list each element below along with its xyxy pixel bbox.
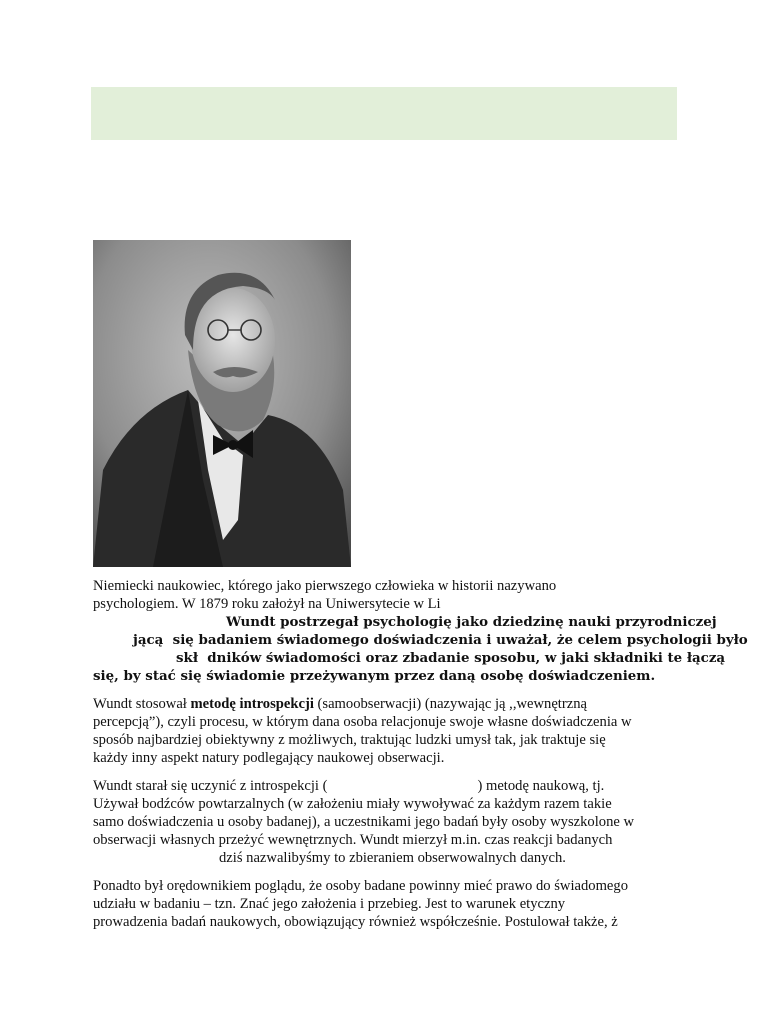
bold-term: metodę introspekcji bbox=[190, 696, 314, 712]
text-line: prowadzenia badań naukowych, obowiązujący również współcześnie. Postulował także, ż bbox=[93, 914, 618, 930]
text-line: Używał bodźców powtarzalnych (w założeniu miały wywoływać za każdym razem takie bbox=[93, 796, 612, 812]
text-line: udziału w badaniu – tzn. Znać jego założenia i przebieg. Jest to warunek etyczny bbox=[93, 896, 566, 912]
paragraph bbox=[93, 695, 683, 767]
paragraph bbox=[93, 877, 683, 931]
text-line: skł dników świadomości oraz zbadanie sposobu, w jaki składniki te łączą bbox=[176, 650, 726, 666]
text-line: Wundt postrzegał psychologię jako dziedzinę nauki przyrodniczej bbox=[226, 614, 717, 630]
text-line: obserwacji własnych przeżyć wewnętrznych. Wundt mierzył m.in. czas reakcji badanych bbox=[93, 832, 613, 848]
paragraph bbox=[93, 777, 683, 867]
text-line: Niemiecki naukowiec, którego jako pierwszego człowieka w historii nazywano bbox=[93, 578, 557, 594]
text-fragment: (samoobserwacji) (nazywając ją ,,wewnętrzną bbox=[313, 696, 587, 712]
portrait-photo bbox=[93, 240, 351, 567]
text-line bbox=[93, 695, 683, 713]
text-line: psychologiem. W 1879 roku założył na Uniwersytecie w Li bbox=[93, 596, 441, 612]
document-body bbox=[93, 577, 748, 941]
text-line: dziś nazwalibyśmy to zbieraniem obserwowalnych danych. bbox=[219, 850, 566, 866]
paragraph bbox=[93, 577, 748, 685]
text-line: percepcją”), czyli procesu, w którym dana osoba relacjonuje swoje własne doświadczenia w bbox=[93, 714, 632, 730]
text-line: się, by stać się świadomie przeżywanym przez daną osobę doświadczeniem. bbox=[93, 668, 656, 684]
text-line: jącą się badaniem świadomego doświadczenia i uważał, że celem psychologii było bbox=[133, 632, 748, 648]
text-line bbox=[93, 777, 683, 795]
text-line: Ponadto był orędownikiem poglądu, że osoby badane powinny mieć prawo do świadomego bbox=[93, 878, 628, 894]
text-line: każdy inny aspekt natury podlegający naukowej obserwacji. bbox=[93, 750, 445, 766]
header-banner bbox=[91, 87, 677, 140]
text-fragment: ) metodę naukową, tj. bbox=[477, 778, 605, 794]
text-fragment: Wundt starał się uczynić z introspekcji ( bbox=[93, 778, 328, 794]
text-line: sposób najbardziej obiektywny z możliwych, traktując ludzki umysł tak, jak traktuje się bbox=[93, 732, 606, 748]
text-line: samo doświadczenia u osoby badanej), a uczestnikami jego badań były osoby wyszkolone w bbox=[93, 814, 635, 830]
text-fragment: Wundt stosował bbox=[93, 696, 191, 712]
